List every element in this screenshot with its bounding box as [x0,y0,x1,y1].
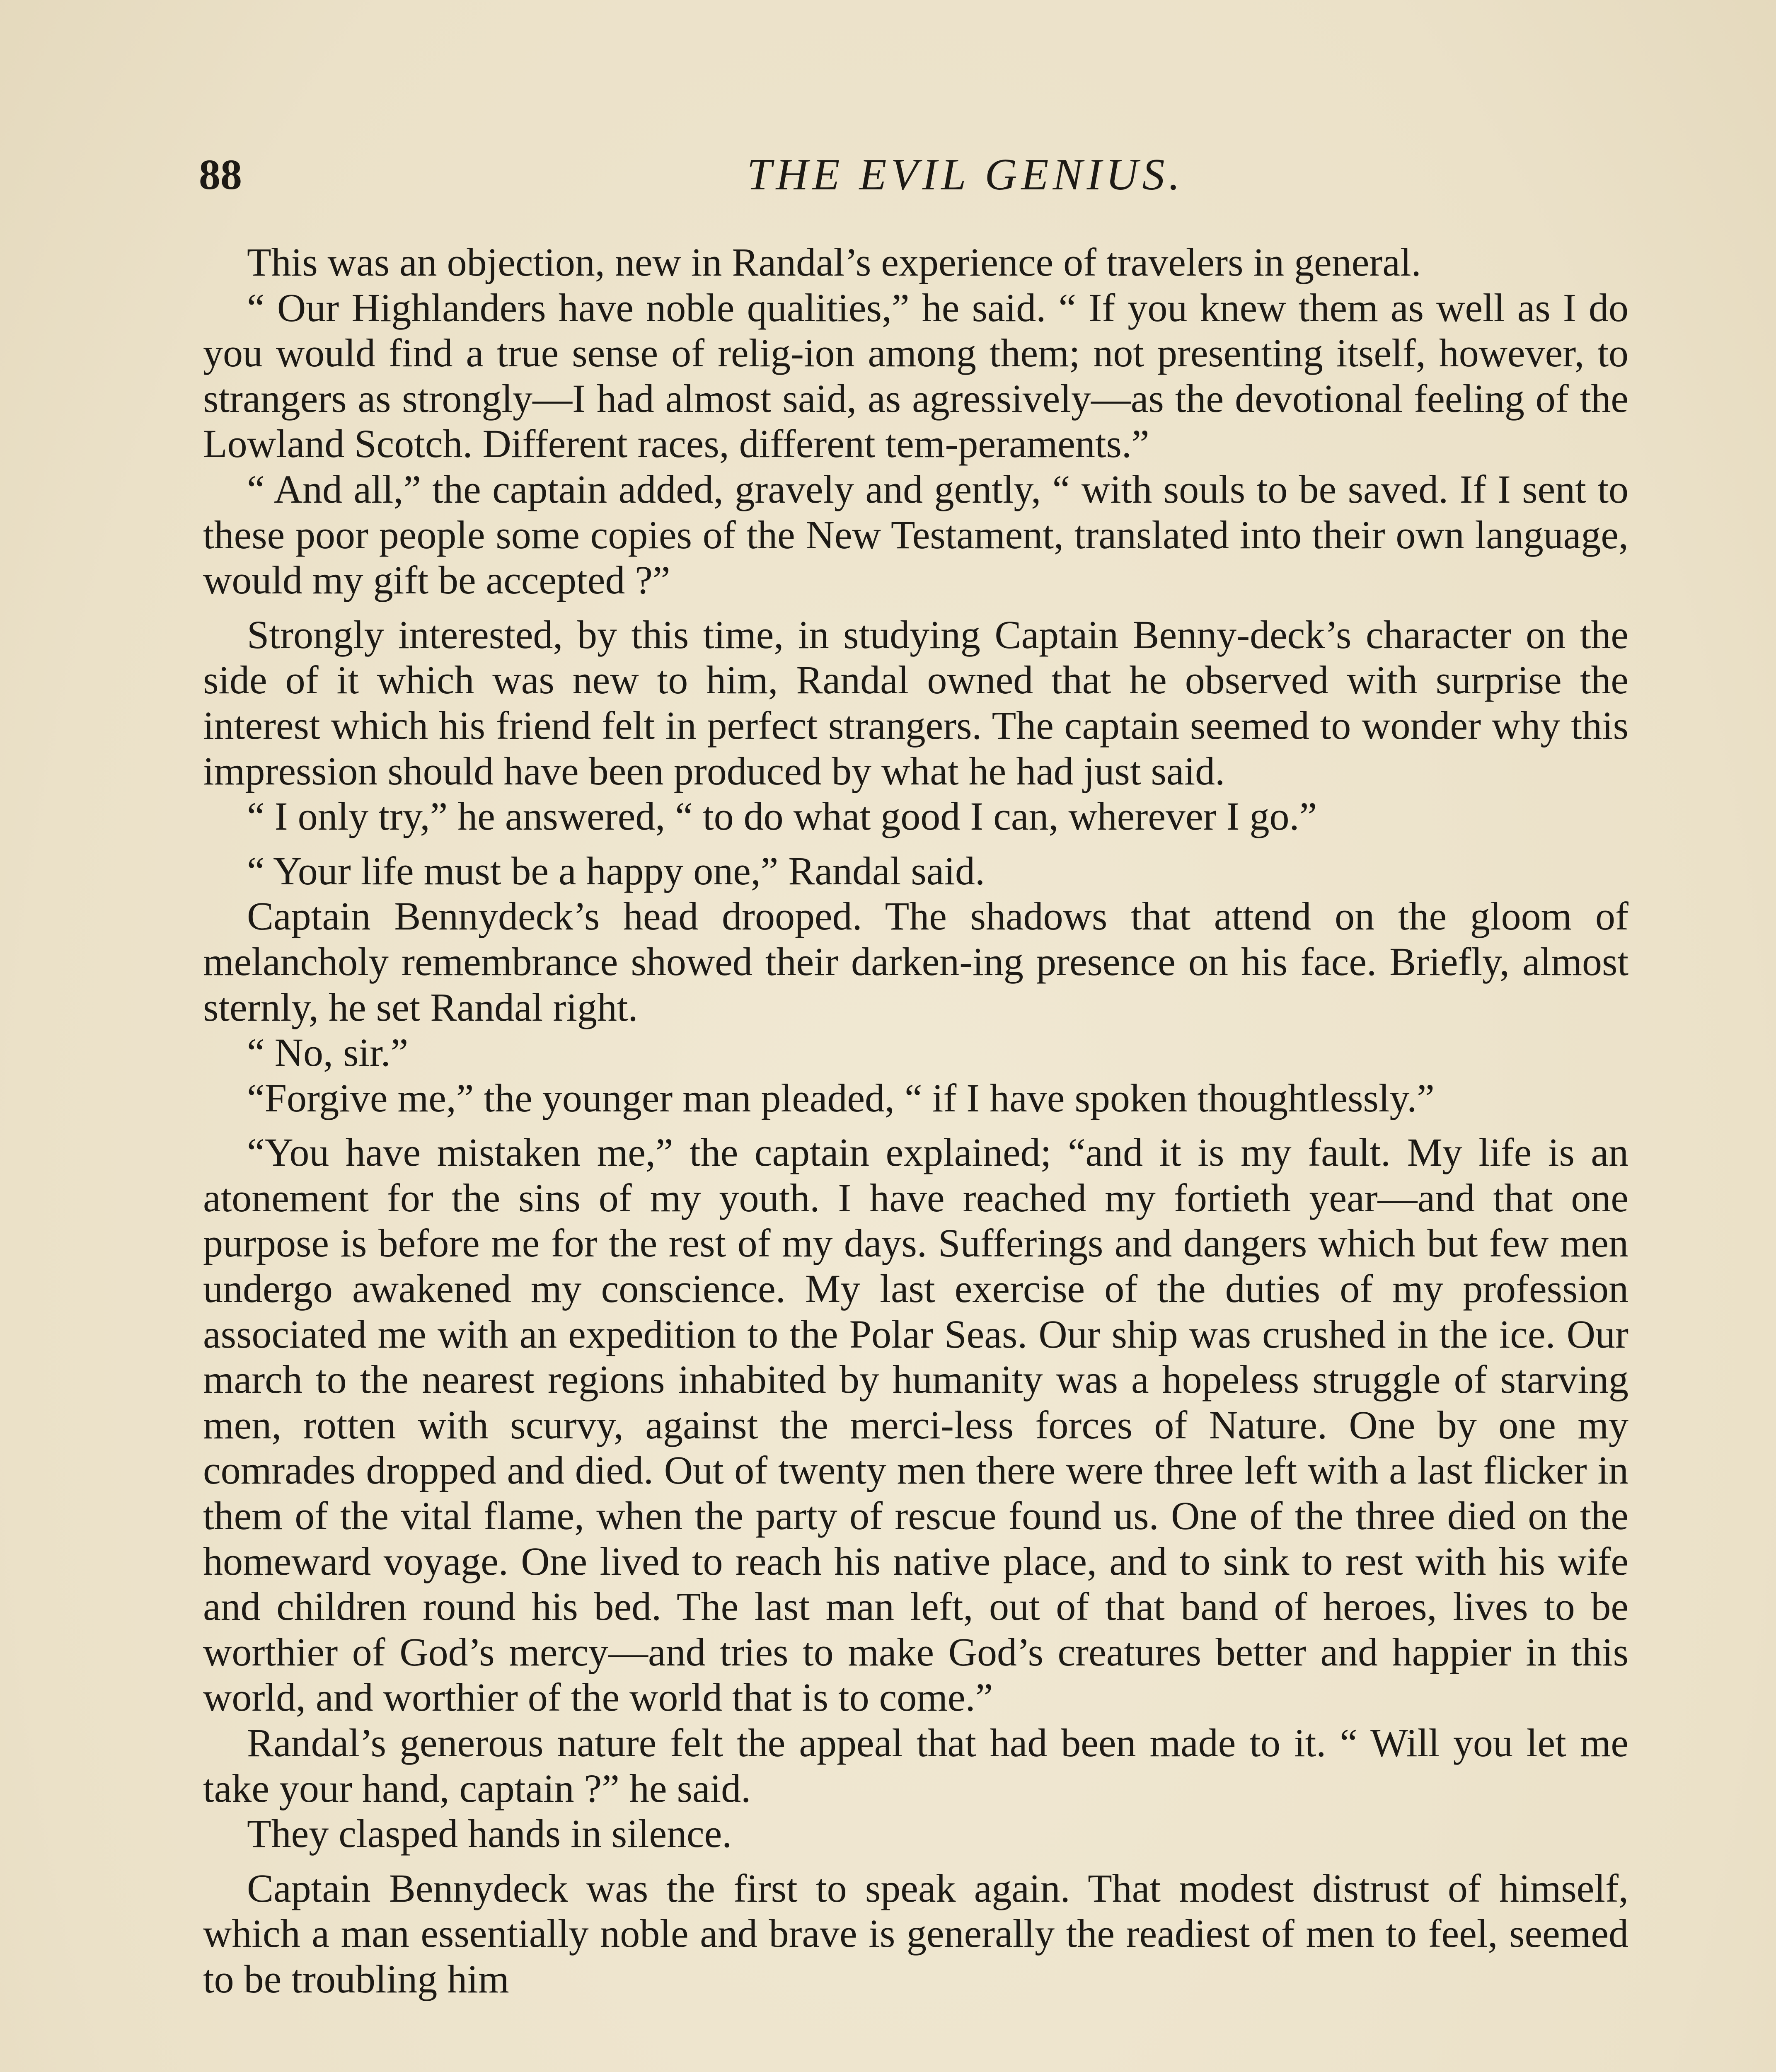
paragraph: They clasped hands in silence. [247,1811,732,1856]
paragraph: “Forgive me,” the younger man pleaded, “ if I have spoken thoughtlessly.” [247,1075,1435,1120]
paragraph: This was an objection, new in Randal’s experience of travelers in general. [247,240,1421,284]
running-head: THE EVIL GENIUS. [747,150,1184,199]
paragraph: “ I only try,” he answered, “ to do what good I can, wherever I go.” [247,794,1317,839]
paragraph: Strongly interested, by this time, in studying Captain Benny-deck’s character on the side of it which was new to him, Randal owned that he observed with surprise the interest which his friend felt in perfect strangers. The captain seemed to wonder why this impression should have been produced by what he had just said. [203,612,1628,793]
paragraph: “ And all,” the captain added, gravely and gently, “ with souls to be saved. If I sent to these poor people some copies of the New Testament, translated into their own language, would my gift be accepted ?” [203,467,1628,603]
paragraph: “ No, sir.” [247,1030,409,1075]
paragraph: “ Your life must be a happy one,” Randal said. [247,848,985,893]
paragraph: Captain Bennydeck’s head drooped. The shadows that attend on the gloom of melancholy remembrance showed their darken-ing presence on his face. Briefly, almost sternly, he set Randal right. [203,894,1628,1029]
paragraph: Randal’s generous nature felt the appeal that had been made to it. “ Will you let me take your hand, captain ?” he said. [203,1721,1628,1811]
paragraph: Captain Bennydeck was the first to speak again. That modest distrust of himself, which a man essentially noble and brave is generally the readiest of men to feel, seemed to be troubling him [203,1866,1628,2001]
paragraph: “You have mistaken me,” the captain explained; “and it is my fault. My life is an atonement for the sins of my youth. I have reached my fortieth year—and that one purpose is before me for the rest of my days. Sufferings and dangers which but few men undergo awakened my conscience. My last exercise of the duties of my profession associated me with an expedition to the Polar Seas. Our ship was crushed in the ice. Our march to the nearest regions inhabited by humanity was a hopeless struggle of starving men, rotten with scurvy, against the merci-less forces of Nature. One by one my comrades dropped and died. Out of twenty men there were three left with a last flicker in them of the vital flame, when the party of rescue found us. One of the three died on the homeward voyage. One lived to reach his native place, and to sink to rest with his wife and children round his bed. The last man left, out of that band of heroes, lives to be worthier of God’s mercy—and tries to make God’s creatures better and happier in this world, and worthier of the world that is to come.” [203,1130,1628,1720]
body-text [203,240,1628,2002]
page-header [199,146,1633,204]
paragraph: “ Our Highlanders have noble qualities,” he said. “ If you knew them as well as I do you would find a true sense of relig-ion among them; not presenting itself, however, to strangers as strongly—I had almost said, as agressively—as the devotional feeling of the Lowland Scotch. Different races, different tem-peraments.” [203,285,1628,466]
page-number: 88 [199,151,242,198]
